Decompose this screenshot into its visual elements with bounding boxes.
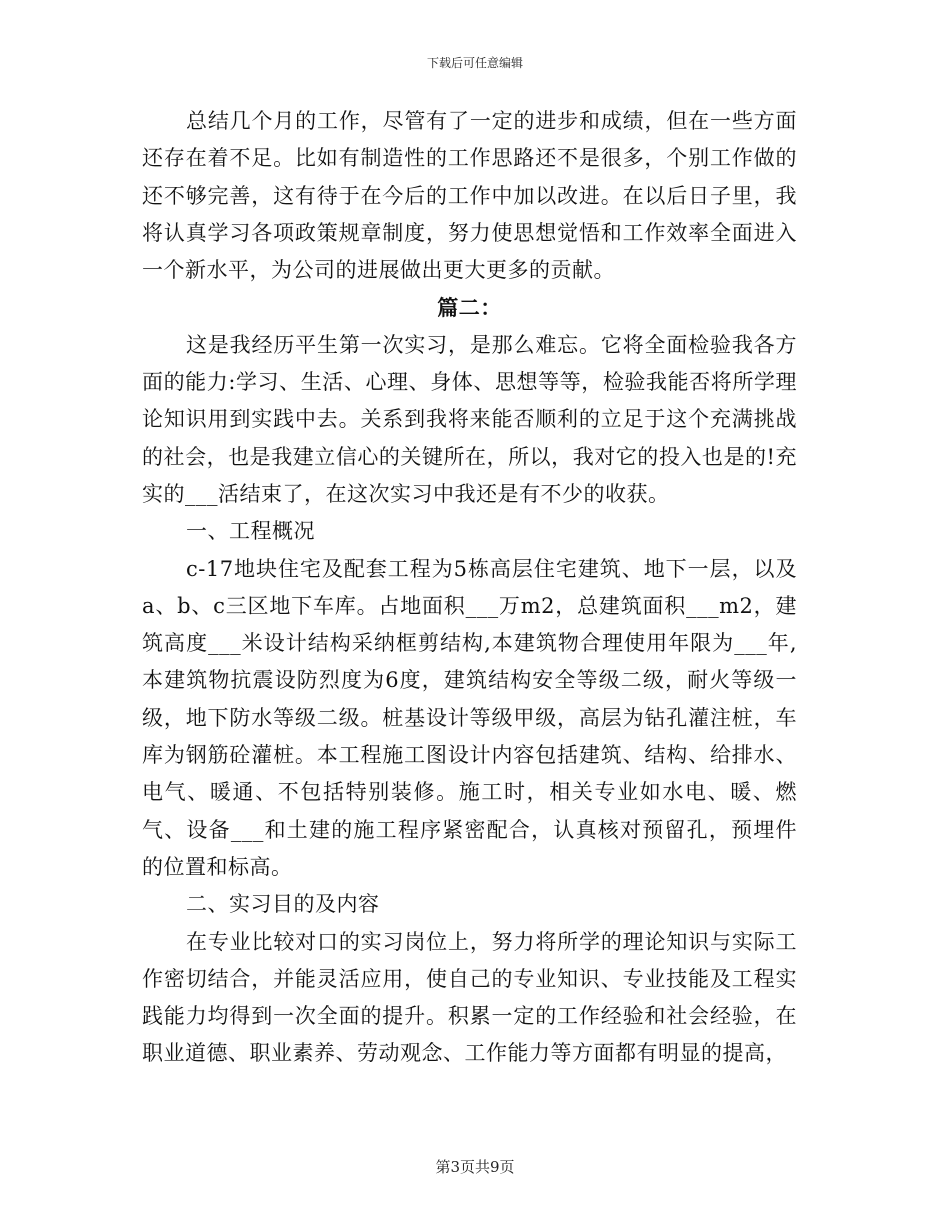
section-heading-part-two: 篇二： xyxy=(437,295,502,321)
document-body xyxy=(142,103,797,1073)
paragraph-internship-intro: 这是我经历平生第一次实习，是那么难忘。它将全面检验我各方面的能力:学习、生活、心理、身体、思想等等，检验我能否将所学理论知识用到实践中去。关系到我将来能否顺利的立足于这个充满挑战的社会，也是我建立信心的关键所在，所以，我对它的投入也是的!充实的___活结束了，在这次实习中我还是有不少的收获。 xyxy=(142,332,797,506)
page-footer: 第3页共9页 xyxy=(435,1158,515,1176)
paragraph-internship-goals: 在专业比较对口的实习岗位上，努力将所学的理论知识与实际工作密切结合，并能灵活应用，使自己的专业知识、专业技能及工程实践能力均得到一次全面的提升。积累一定的工作经验和社会经验，在职业道德、职业素养、劳动观念、工作能力等方面都有明显的提高， xyxy=(142,929,797,1066)
page-header: 下载后可任意编辑 xyxy=(426,56,523,70)
paragraph-summary: 总结几个月的工作，尽管有了一定的进步和成绩，但在一些方面还存在着不足。比如有制造性的工作思路还不是很多，个别工作做的还不够完善，这有待于在今后的工作中加以改进。在以后日子里，我将认真学习各项政策规章制度，努力使思想觉悟和工作效率全面进入一个新水平，为公司的进展做出更大更多的贡献。 xyxy=(142,109,797,283)
subheading-internship-goals: 二、实习目的及内容 xyxy=(186,892,380,917)
subheading-project-overview: 一、工程概况 xyxy=(186,519,315,544)
paragraph-project-overview: c-17地块住宅及配套工程为5栋高层住宅建筑、地下一层，以及a、b、c三区地下车库。占地面积___万m2，总建筑面积___m2，建筑高度___米设计结构采纳框剪结构,本建筑物合理使用年限为___年,本建筑物抗震设防烈度为6度，建筑结构安全等级二级，耐火等级一级，地下防水等级二级。桩基设计等级甲级，高层为钻孔灌注桩，车库为钢筋砼灌桩。本工程施工图设计内容包括建筑、结构、给排水、电气、暖通、不包括特别装修。施工时，相关专业如水电、暖、燃气、设备___和土建的施工程序紧密配合，认真核对预留孔，预埋件的位置和标高。 xyxy=(142,556,797,879)
